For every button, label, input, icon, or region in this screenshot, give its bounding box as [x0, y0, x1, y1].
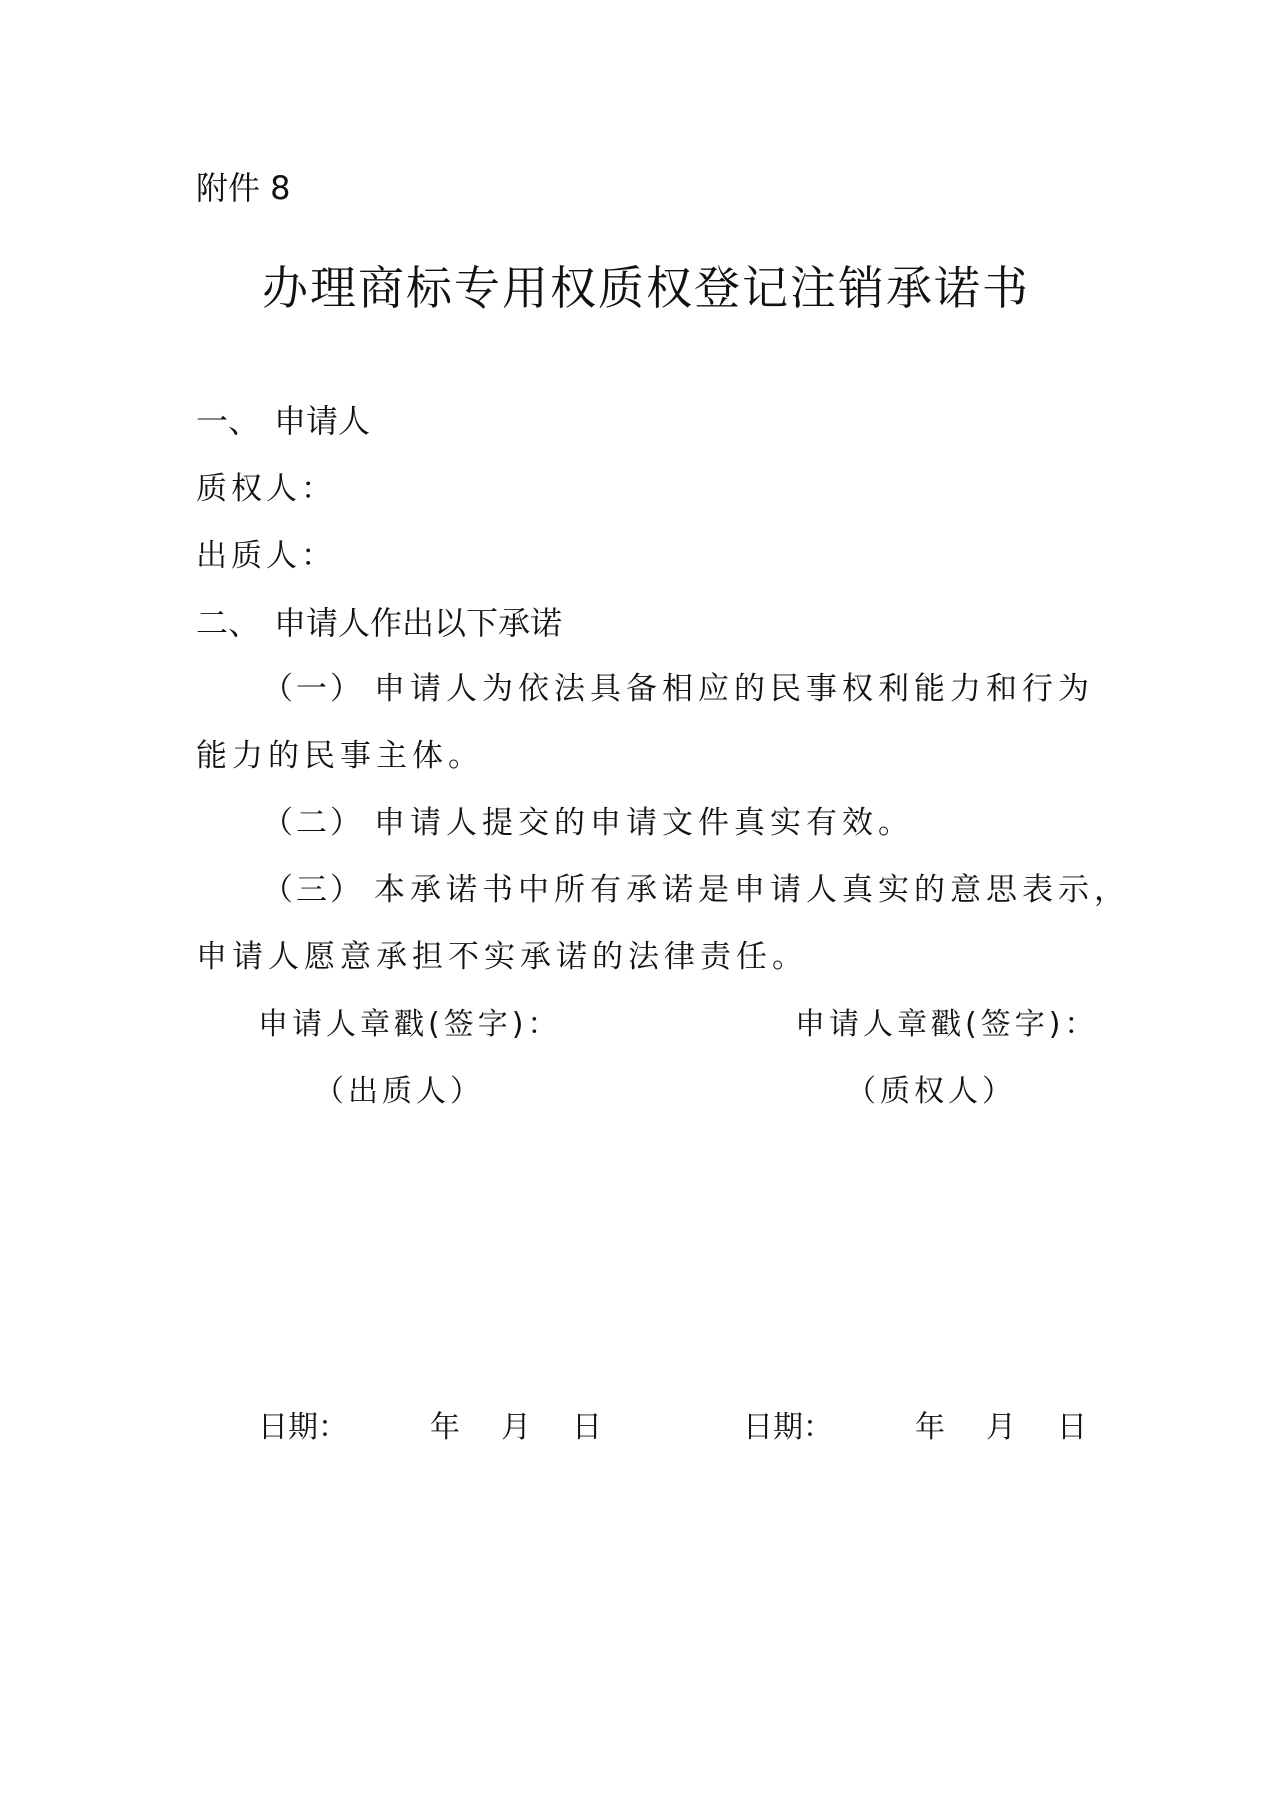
date-month-unit: 月 [501, 1410, 531, 1445]
section-1-heading [196, 402, 371, 440]
signature-label-pledgee: 申请人章戳(签字)： [795, 1007, 1099, 1042]
promise-item-3-text: 本承诺书中所有承诺是申请人真实的意思表示， [374, 872, 1130, 908]
signature-role-pledgee: （质权人） [846, 1074, 1016, 1109]
promise-item-2-text: 申请人提交的申请文件真实有效。 [374, 805, 914, 841]
annex-label: 附件 8 [196, 169, 291, 207]
section-2-heading [196, 604, 563, 642]
document-title: 办理商标专用权质权登记注销承诺书 [262, 261, 1030, 315]
promise-item-2-number: （二） [262, 805, 364, 841]
date-month-unit: 月 [986, 1410, 1016, 1445]
date-label: 日期： [743, 1410, 833, 1445]
promise-item-1-line-1 [262, 671, 1094, 707]
section-2-number: 二、 [196, 604, 261, 642]
promise-item-1-line-2: 能力的民事主体。 [196, 738, 484, 774]
section-2-title: 申请人作出以下承诺 [274, 604, 563, 642]
promise-item-3-line-1 [262, 872, 1130, 908]
date-line-pledgee [743, 1410, 1103, 1447]
promise-item-1-text: 申请人为依法具备相应的民事权利能力和行为 [374, 671, 1094, 707]
date-year-unit: 年 [915, 1410, 945, 1445]
signature-label-pledgor: 申请人章戳(签字)： [258, 1007, 562, 1042]
promise-item-3-number: （三） [262, 872, 364, 908]
pledgor-field-label: 出质人： [196, 538, 336, 574]
date-year-unit: 年 [430, 1410, 460, 1445]
pledgee-field-label: 质权人： [196, 471, 336, 507]
promise-item-1-number: （一） [262, 671, 364, 707]
promise-item-2-line-1 [262, 805, 914, 841]
signature-role-pledgor: （出质人） [314, 1074, 484, 1109]
date-line-pledgor [258, 1410, 618, 1447]
date-day-unit: 日 [1057, 1410, 1087, 1445]
section-1-title: 申请人 [274, 402, 371, 440]
date-day-unit: 日 [572, 1410, 602, 1445]
promise-item-3-line-2: 申请人愿意承担不实承诺的法律责任。 [196, 939, 808, 975]
date-label: 日期： [258, 1410, 348, 1445]
section-1-number: 一、 [196, 402, 261, 440]
